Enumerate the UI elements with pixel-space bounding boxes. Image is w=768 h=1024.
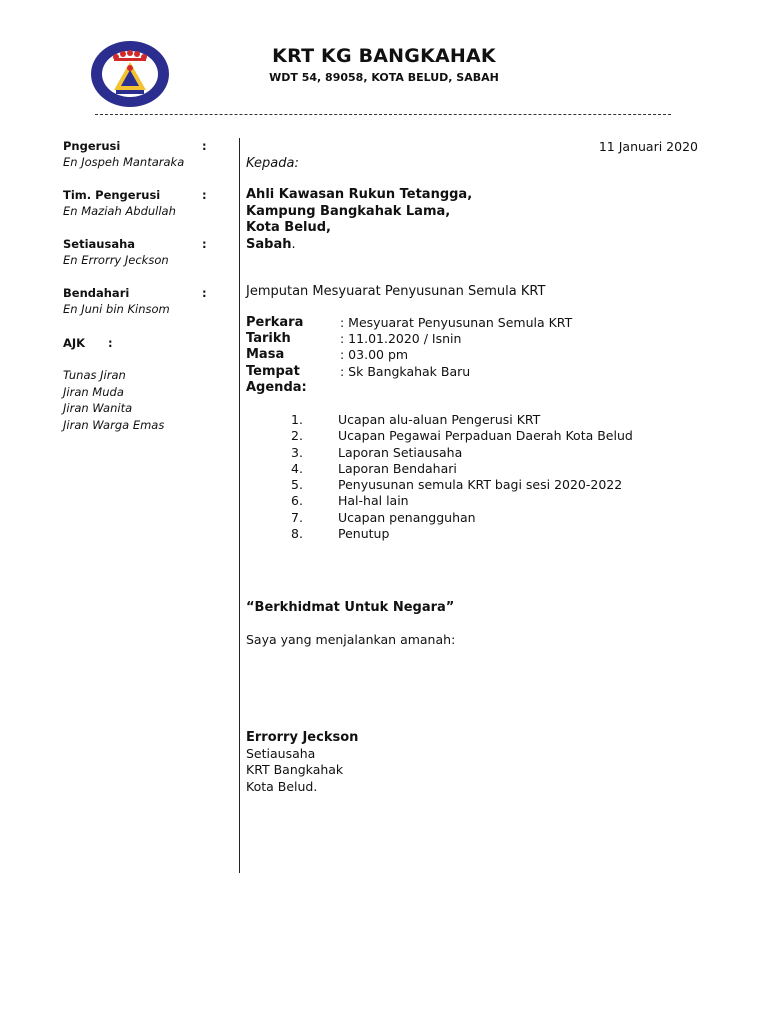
agenda-number: 2.: [291, 428, 303, 444]
agenda-item: [246, 428, 676, 444]
agenda-item: [246, 461, 676, 477]
detail-value: : 11.01.2020 / Isnin: [340, 331, 462, 347]
agenda-item: [246, 526, 676, 542]
meeting-details: [246, 315, 666, 395]
agenda-item: [246, 445, 676, 461]
committee-colon: :: [202, 139, 207, 153]
detail-label: Masa: [246, 347, 285, 363]
org-address: WDT 54, 89058, KOTA BELUD, SABAH: [269, 71, 499, 84]
ajk-member: Jiran Muda: [63, 384, 124, 399]
agenda-number: 6.: [291, 493, 303, 509]
committee-role: Setiausaha: [63, 237, 136, 251]
agenda-number: 5.: [291, 477, 303, 493]
committee-name: En Errorry Jeckson: [63, 253, 169, 267]
motto: “Berkhidmat Untuk Negara”: [246, 600, 455, 615]
committee-colon: :: [202, 237, 207, 251]
detail-value: : 03.00 pm: [340, 347, 409, 363]
detail-row: [246, 331, 666, 347]
ajk-member: Tunas Jiran: [63, 368, 126, 382]
sidebar-divider: [239, 138, 240, 873]
agenda-number: 3.: [291, 444, 303, 460]
agenda-text: Hal-hal lain: [338, 493, 409, 509]
signer-line: Kota Belud.: [246, 778, 318, 794]
agenda-text: Penyusunan semula KRT bagi sesi 2020-2022: [338, 477, 623, 493]
agenda-number: 8.: [291, 526, 303, 542]
signer-details: [246, 746, 343, 795]
agenda-text: Ucapan Pegawai Perpaduan Daerah Kota Belud: [338, 428, 633, 444]
signer-name: Errorry Jeckson: [246, 730, 359, 745]
detail-label: Tempat: [246, 363, 300, 379]
agenda-number: 1.: [291, 412, 303, 427]
recipient-line: Ahli Kawasan Rukun Tetangga,: [246, 187, 473, 202]
signer-line: Setiausaha: [246, 746, 316, 761]
detail-label: Tarikh: [246, 331, 291, 347]
letter-subject: Jemputan Mesyuarat Penyusunan Semula KRT: [246, 284, 546, 299]
agenda-number: 4.: [291, 460, 303, 476]
detail-row: [246, 315, 666, 331]
agenda-number: 7.: [291, 509, 303, 525]
committee-colon: :: [202, 188, 207, 202]
committee-name: En Jospeh Mantaraka: [63, 155, 185, 169]
ajk-label: AJK: [63, 336, 86, 350]
letter-date: 11 Januari 2020: [598, 139, 698, 154]
recipient-address: [246, 187, 472, 253]
committee-name: En Juni bin Kinsom: [63, 302, 170, 316]
agenda-text: Laporan Setiausaha: [338, 444, 463, 460]
org-name: KRT KG BANGKAHAK: [272, 45, 496, 67]
recipient-line: Kampung Bangkahak Lama,: [246, 203, 451, 219]
ajk-members: [63, 367, 164, 433]
agenda-item: [246, 477, 676, 493]
ajk-member: Jiran Warga Emas: [63, 417, 165, 432]
header-divider: [95, 114, 671, 115]
to-label: Kepada:: [246, 156, 299, 171]
agenda-text: Ucapan alu-aluan Pengerusi KRT: [338, 412, 541, 427]
detail-label: Perkara: [246, 315, 304, 330]
detail-row: [246, 347, 666, 363]
recipient-line: Sabah: [246, 236, 292, 252]
ajk-member: Jiran Wanita: [63, 401, 133, 415]
signer-line: KRT Bangkahak: [246, 762, 344, 778]
agenda-text: Penutup: [338, 526, 390, 542]
recipient-line: Kota Belud,: [246, 220, 331, 235]
committee-role: Tim. Pengerusi: [63, 188, 161, 202]
committee-role: Bendahari: [63, 286, 130, 300]
committee-colon: :: [202, 286, 207, 300]
committee-role: Pngerusi: [63, 139, 121, 153]
agenda-list: [246, 412, 676, 542]
ajk-colon: :: [108, 336, 113, 350]
agenda-text: Ucapan penangguhan: [338, 509, 476, 525]
agenda-item: [246, 510, 676, 526]
krt-logo: [90, 40, 170, 108]
agenda-item: [246, 412, 676, 428]
committee-name: En Maziah Abdullah: [63, 204, 176, 218]
agenda-item: [246, 493, 676, 509]
agenda-label: Agenda:: [246, 379, 307, 395]
recipient-end: .: [291, 236, 296, 252]
agenda-text: Laporan Bendahari: [338, 460, 457, 476]
detail-value: : Sk Bangkahak Baru: [340, 363, 471, 379]
closing-line: Saya yang menjalankan amanah:: [246, 632, 456, 647]
detail-row: [246, 364, 666, 380]
detail-value: : Mesyuarat Penyusunan Semula KRT: [340, 315, 573, 330]
